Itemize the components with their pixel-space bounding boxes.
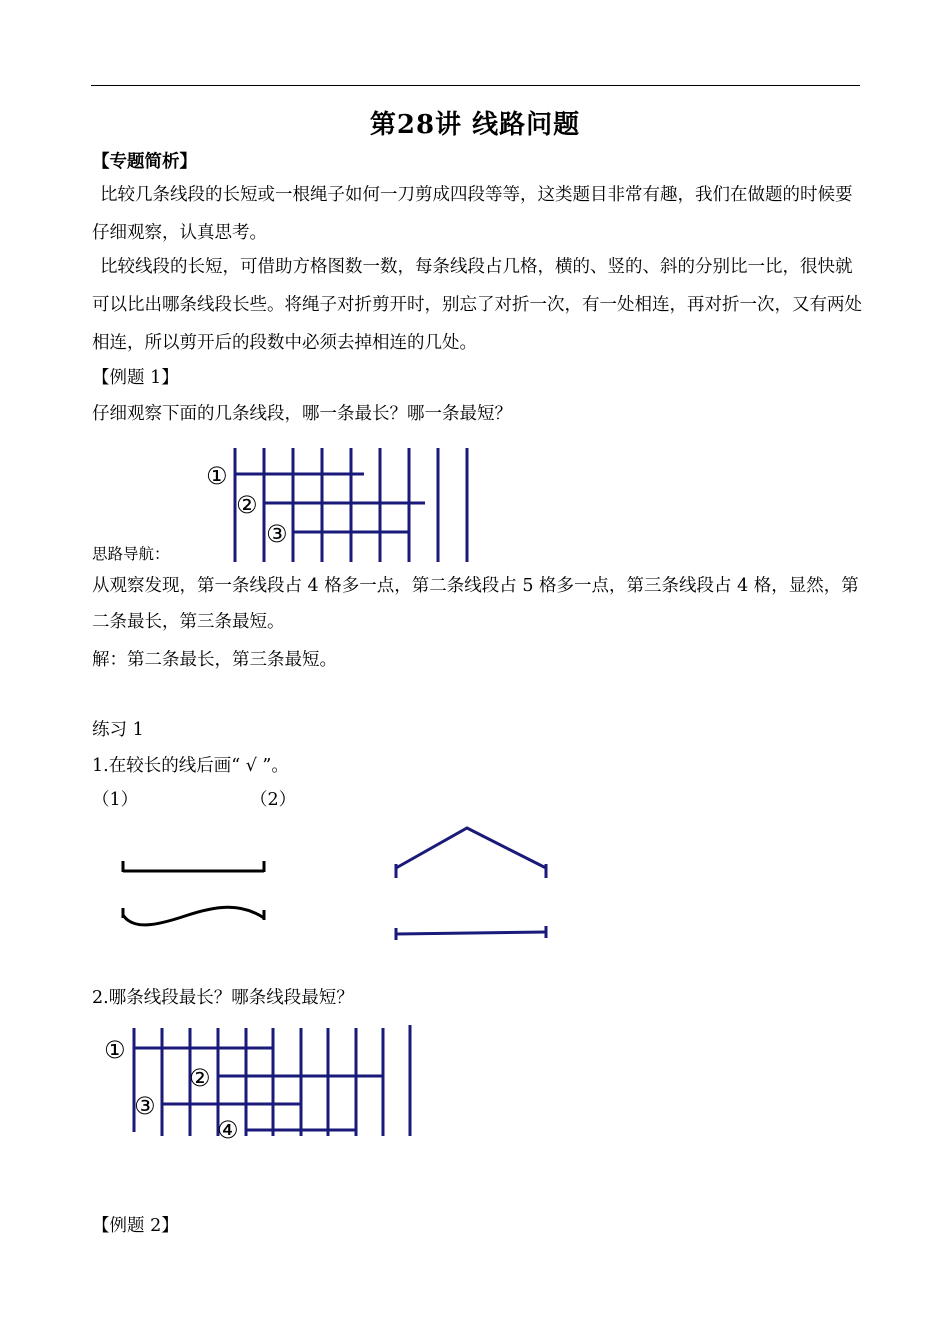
curved-segment: [123, 907, 264, 925]
example1-answer: 解：第二条最长，第三条最短。: [92, 650, 337, 670]
segment-2-label: ②: [236, 491, 258, 519]
practice1-q1-sub1: （1）: [92, 790, 139, 810]
example1-heading: 【例题 1】: [92, 368, 179, 388]
practice1-figure-1: [115, 850, 275, 940]
practice1-figure-2: [385, 820, 560, 950]
practice1-q1: 1.在较长的线后画“ √ ”。: [92, 756, 289, 776]
intro-paragraph-2-text: 比较线段的长短，可借助方格图数一数，每条线段占几格，横的、竖的、斜的分别比一比，很快就可以比出哪条线段长些。将绳子对折剪开时，别忘了对折一次，有一处相连，再对折一次，又有两处相连，所以剪开后的段数中必须去掉相连的几处。: [92, 257, 862, 353]
example1-question: 仔细观察下面的几条线段，哪一条最长？哪一条最短？: [92, 404, 512, 424]
segment-2-label: ②: [189, 1064, 211, 1092]
example2-heading: 【例题 2】: [92, 1216, 179, 1236]
practice1-grid-figure: [100, 1020, 430, 1150]
straight-segment: [396, 932, 546, 934]
practice1-q1-sub2: （2）: [250, 790, 297, 810]
segment-1-label: ①: [104, 1036, 126, 1064]
intro-heading: 【专题简析】: [92, 152, 197, 172]
intro-paragraph-1-text: 比较几条线段的长短或一根绳子如何一刀剪成四段等等，这类题目非常有趣，我们在做题的时候要仔细观察，认真思考。: [92, 185, 853, 243]
guide-label: 思路导航：: [92, 545, 170, 563]
bent-segment: [396, 828, 546, 868]
top-rule: [91, 85, 860, 86]
page-title: 第28讲 线路问题: [369, 110, 581, 140]
intro-paragraph-2: [92, 248, 862, 362]
practice1-heading: 练习 1: [92, 720, 144, 740]
segment-4-label: ④: [217, 1116, 239, 1144]
guide-text: 从观察发现，第一条线段占 4 格多一点，第二条线段占 5 格多一点，第三条线段占 4 格，显然，第二条最长，第三条最短。: [92, 576, 859, 632]
segment-3-label: ③: [134, 1092, 156, 1120]
intro-paragraph-1: [92, 176, 862, 252]
practice1-q2: 2.哪条线段最长？哪条线段最短？: [92, 988, 354, 1008]
segment-1-label: ①: [206, 462, 228, 490]
segment-3-label: ③: [266, 520, 288, 548]
